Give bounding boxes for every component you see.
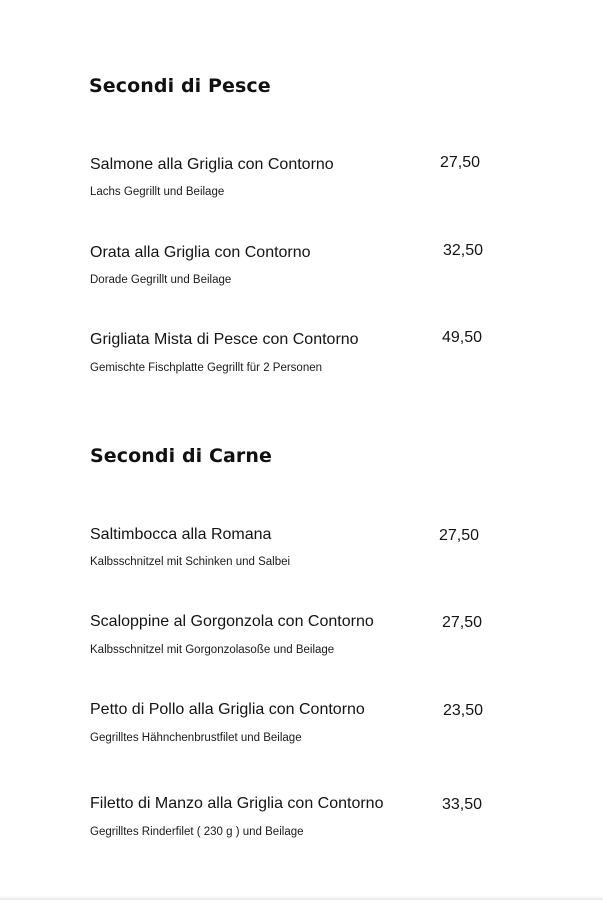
menu-item-name: Petto di Pollo alla Griglia con Contorno [90,701,365,718]
menu-item-description: Gemischte Fischplatte Gegrillt für 2 Personen [90,362,323,374]
menu-item-price: 27,50 [439,527,480,544]
menu-item-price: 49,50 [442,329,483,346]
menu-item-description: Gegrilltes Rinderfilet ( 230 g ) und Beilage [90,826,304,838]
menu-item-name: Saltimbocca alla Romana [90,526,272,543]
menu-item-name: Salmone alla Griglia con Contorno [90,156,334,173]
menu-item-description: Gegrilltes Hähnchenbrustfilet und Beilage [90,732,302,744]
menu-item-name: Grigliata Mista di Pesce con Contorno [90,331,359,348]
menu-item-price: 27,50 [440,154,481,171]
menu-item-name: Scaloppine al Gorgonzola con Contorno [90,613,374,630]
menu-item-price: 33,50 [442,796,483,813]
section-title-pesce: Secondi di Pesce [89,75,271,97]
menu-item-price: 23,50 [443,702,484,719]
menu-item-price: 32,50 [443,242,484,259]
page-bottom-edge [0,896,603,900]
menu-item-name: Filetto di Manzo alla Griglia con Contorno [90,795,384,812]
menu-item-price: 27,50 [442,614,483,631]
menu-item-description: Lachs Gegrillt und Beilage [90,186,225,198]
menu-item-name: Orata alla Griglia con Contorno [90,244,311,261]
menu-item-description: Kalbsschnitzel mit Schinken und Salbei [90,556,291,568]
menu-item-description: Dorade Gegrillt und Beilage [90,274,232,286]
section-title-carne: Secondi di Carne [90,445,273,467]
menu-item-description: Kalbsschnitzel mit Gorgonzolasoße und Beilage [90,644,335,656]
